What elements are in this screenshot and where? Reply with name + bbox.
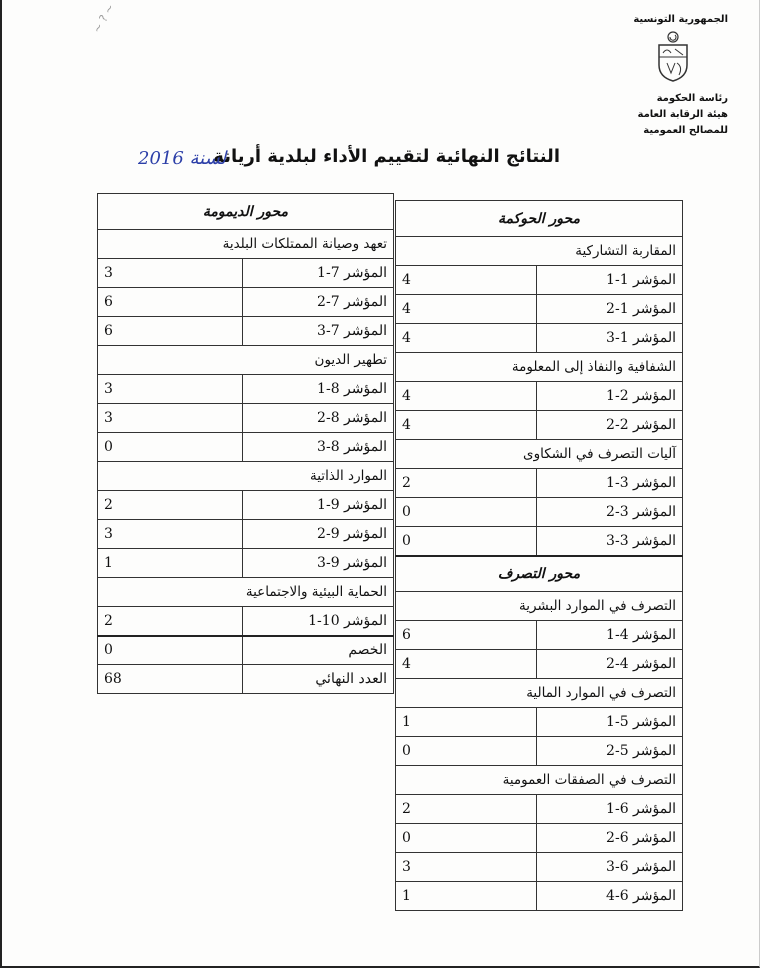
document-title: النتائج النهائية لتقييم الأداء لبلدية أريانة bbox=[213, 146, 560, 167]
indicator-label: المؤشر 6-2 bbox=[536, 824, 682, 853]
table-row bbox=[98, 520, 394, 549]
indicator-label: المؤشر 1-2 bbox=[536, 295, 682, 324]
indicator-label: المؤشر 1-1 bbox=[536, 266, 682, 295]
indicator-value: 4 bbox=[396, 382, 537, 411]
axis-title: محور الديمومة bbox=[98, 194, 394, 230]
section-title: الموارد الذاتية bbox=[98, 462, 394, 491]
indicator-value: 4 bbox=[396, 295, 537, 324]
government-name: رئاسة الحكومة bbox=[656, 93, 728, 104]
deduction-label: الخصم bbox=[243, 636, 394, 665]
indicator-value: 4 bbox=[396, 324, 537, 353]
indicator-value: 4 bbox=[396, 266, 537, 295]
indicator-label: المؤشر 9-3 bbox=[243, 549, 394, 578]
indicator-value: 6 bbox=[396, 621, 537, 650]
section-title: المقاربة التشاركية bbox=[396, 237, 683, 266]
indicator-value: 3 bbox=[98, 520, 243, 549]
indicator-label: المؤشر 7-1 bbox=[243, 259, 394, 288]
title-area bbox=[120, 146, 560, 184]
indicator-value: 0 bbox=[396, 498, 537, 527]
indicator-label: المؤشر 7-2 bbox=[243, 288, 394, 317]
indicator-label: المؤشر 5-2 bbox=[536, 737, 682, 766]
table-row bbox=[396, 498, 683, 527]
table-row bbox=[98, 491, 394, 520]
governance-management-table bbox=[395, 200, 683, 911]
table-row bbox=[98, 549, 394, 578]
public-services-name: للمصالح العمومية bbox=[643, 125, 728, 136]
indicator-label: المؤشر 2-2 bbox=[536, 411, 682, 440]
indicator-value: 2 bbox=[396, 469, 537, 498]
indicator-label: المؤشر 3-3 bbox=[536, 527, 682, 556]
section-title: تعهد وصيانة الممتلكات البلدية bbox=[98, 230, 394, 259]
indicator-label: المؤشر 4-2 bbox=[536, 650, 682, 679]
indicator-label: المؤشر 10-1 bbox=[243, 607, 394, 636]
indicator-value: 2 bbox=[98, 607, 243, 636]
axis-title: محور الحوكمة bbox=[396, 201, 683, 237]
section-title: الشفافية والنفاذ إلى المعلومة bbox=[396, 353, 683, 382]
final-score-value: 68 bbox=[98, 665, 243, 694]
letterhead bbox=[618, 14, 728, 136]
coat-of-arms-icon bbox=[653, 29, 693, 83]
indicator-label: المؤشر 6-4 bbox=[536, 882, 682, 911]
table-row bbox=[98, 259, 394, 288]
indicator-value: 2 bbox=[98, 491, 243, 520]
table-row bbox=[396, 882, 683, 911]
indicator-label: المؤشر 4-1 bbox=[536, 621, 682, 650]
indicator-value: 0 bbox=[396, 527, 537, 556]
indicator-label: المؤشر 3-1 bbox=[536, 469, 682, 498]
table-row bbox=[396, 295, 683, 324]
table-row bbox=[396, 708, 683, 737]
final-score-row bbox=[98, 665, 394, 694]
indicator-value: 2 bbox=[396, 795, 537, 824]
indicator-value: 4 bbox=[396, 650, 537, 679]
margin-scribble: ~ ? ~ bbox=[90, 1, 118, 36]
republic-name: الجمهورية التونسية bbox=[633, 14, 728, 25]
indicator-value: 3 bbox=[396, 853, 537, 882]
indicator-label: المؤشر 8-1 bbox=[243, 375, 394, 404]
table-row bbox=[396, 650, 683, 679]
table-row bbox=[396, 853, 683, 882]
section-title: التصرف في الموارد البشرية bbox=[396, 592, 683, 621]
indicator-label: المؤشر 8-3 bbox=[243, 433, 394, 462]
table-row bbox=[396, 527, 683, 556]
indicator-label: المؤشر 5-1 bbox=[536, 708, 682, 737]
table-row bbox=[396, 795, 683, 824]
indicator-value: 1 bbox=[396, 882, 537, 911]
indicator-label: المؤشر 2-1 bbox=[536, 382, 682, 411]
indicator-value: 6 bbox=[98, 288, 243, 317]
table-row bbox=[396, 737, 683, 766]
indicator-label: المؤشر 8-2 bbox=[243, 404, 394, 433]
indicator-value: 0 bbox=[396, 737, 537, 766]
handwritten-year: لسنة 2016 bbox=[138, 148, 227, 169]
indicator-value: 3 bbox=[98, 259, 243, 288]
indicator-value: 4 bbox=[396, 411, 537, 440]
table-row bbox=[98, 375, 394, 404]
table-row bbox=[98, 433, 394, 462]
indicator-value: 0 bbox=[98, 433, 243, 462]
indicator-label: المؤشر 7-3 bbox=[243, 317, 394, 346]
section-title: تطهير الديون bbox=[98, 346, 394, 375]
table-row bbox=[396, 324, 683, 353]
final-score-label: العدد النهائي bbox=[243, 665, 394, 694]
table-row bbox=[396, 382, 683, 411]
table-row bbox=[98, 288, 394, 317]
table-row bbox=[98, 317, 394, 346]
table-row bbox=[396, 411, 683, 440]
table-row bbox=[396, 824, 683, 853]
indicator-label: المؤشر 9-1 bbox=[243, 491, 394, 520]
indicator-label: المؤشر 6-3 bbox=[536, 853, 682, 882]
indicator-value: 1 bbox=[396, 708, 537, 737]
indicator-value: 6 bbox=[98, 317, 243, 346]
indicator-label: المؤشر 3-2 bbox=[536, 498, 682, 527]
sustainability-table bbox=[97, 193, 394, 694]
table-row bbox=[396, 469, 683, 498]
indicator-value: 3 bbox=[98, 375, 243, 404]
table-row bbox=[396, 621, 683, 650]
control-body-name: هيئة الرقابة العامة bbox=[637, 109, 728, 120]
table-row bbox=[98, 404, 394, 433]
indicator-label: المؤشر 6-1 bbox=[536, 795, 682, 824]
indicator-value: 1 bbox=[98, 549, 243, 578]
table-row bbox=[396, 266, 683, 295]
section-title: التصرف في الصفقات العمومية bbox=[396, 766, 683, 795]
axis-title: محور التصرف bbox=[396, 556, 683, 592]
indicator-value: 0 bbox=[396, 824, 537, 853]
deduction-value: 0 bbox=[98, 636, 243, 665]
indicator-label: المؤشر 1-3 bbox=[536, 324, 682, 353]
deduction-row bbox=[98, 636, 394, 665]
indicator-label: المؤشر 9-2 bbox=[243, 520, 394, 549]
table-row bbox=[98, 607, 394, 636]
section-title: آليات التصرف في الشكاوى bbox=[396, 440, 683, 469]
indicator-value: 3 bbox=[98, 404, 243, 433]
section-title: الحماية البيئية والاجتماعية bbox=[98, 578, 394, 607]
section-title: التصرف في الموارد المالية bbox=[396, 679, 683, 708]
